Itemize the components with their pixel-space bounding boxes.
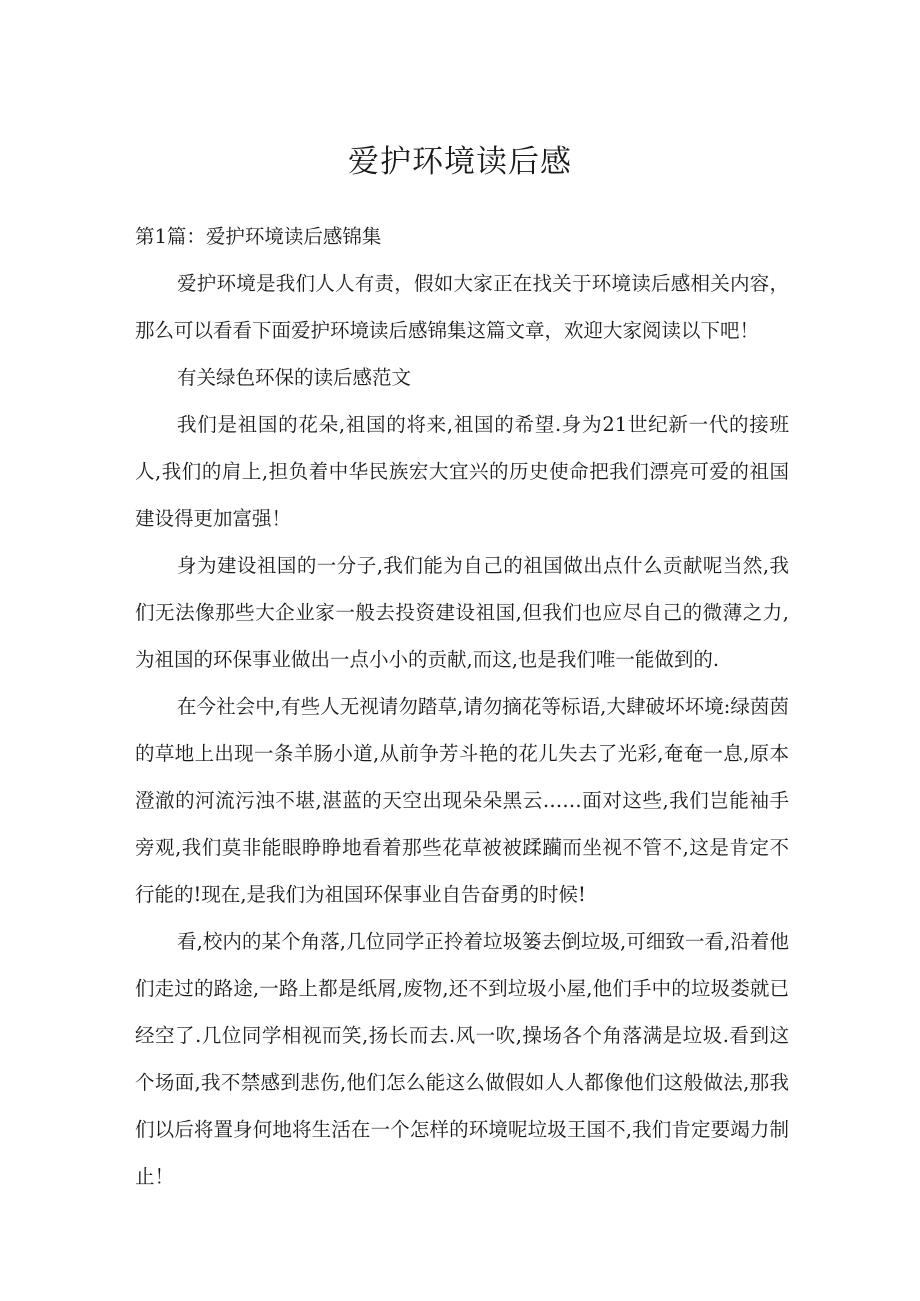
paragraph-subtitle: 有关绿色环保的读后感范文 <box>177 366 412 389</box>
paragraph: 身为建设祖国的一分子,我们能为自己的祖国做出点什么贡献呢当然,我们无法像那些大企业家一般去投资建设祖国,但我们也应尽自己的微薄之力,为祖国的环保事业做出一点小小的贡献,而这,也是我们唯一能做到的. <box>135 554 789 671</box>
paragraph: 在今社会中,有些人无视请勿踏草,请勿摘花等标语,大肆破坏坏境:绿茵茵的草地上出现一条羊肠小道,从前争芳斗艳的花儿失去了光彩,奄奄一息,原本澄澈的河流污浊不堪,湛蓝的天空出现朵朵黑云……面对这些,我们岂能袖手旁观,我们莫非能眼睁睁地看着那些花草被被蹂躏而坐视不管不,这是肯定不行能的!现在,是我们为祖国环保事业自告奋勇的时候! <box>135 695 789 906</box>
paragraph-intro: 爱护环境是我们人人有责，假如大家正在找关于环境读后感相关内容，那么可以看看下面爱护环境读后感锦集这篇文章，欢迎大家阅读以下吧！ <box>135 272 789 342</box>
section-heading: 第1篇：爱护环境读后感锦集 <box>135 225 382 248</box>
document-title: 爱护环境读后感 <box>348 144 572 180</box>
paragraph: 我们是祖国的花朵,祖国的将来,祖国的希望.身为21世纪新一代的接班人,我们的肩上,担负着中华民族宏大宜兴的历史使命把我们漂亮可爱的祖国建设得更加富强！ <box>135 413 789 530</box>
document-body <box>135 213 789 1200</box>
paragraph: 看,校内的某个角落,几位同学正拎着垃圾篓去倒垃圾,可细致一看,沿着他们走过的路途,一路上都是纸屑,废物,还不到垃圾小屋,他们手中的垃圾娄就已经空了.几位同学相视而笑,扬长而去.风一吹,操场各个角落满是垃圾.看到这个场面,我不禁感到悲伤,他们怎么能这么做假如人人都像他们这般做法,那我们以后将置身何地将生活在一个怎样的环境呢垃圾王国不,我们肯定要竭力制止！ <box>135 930 789 1188</box>
